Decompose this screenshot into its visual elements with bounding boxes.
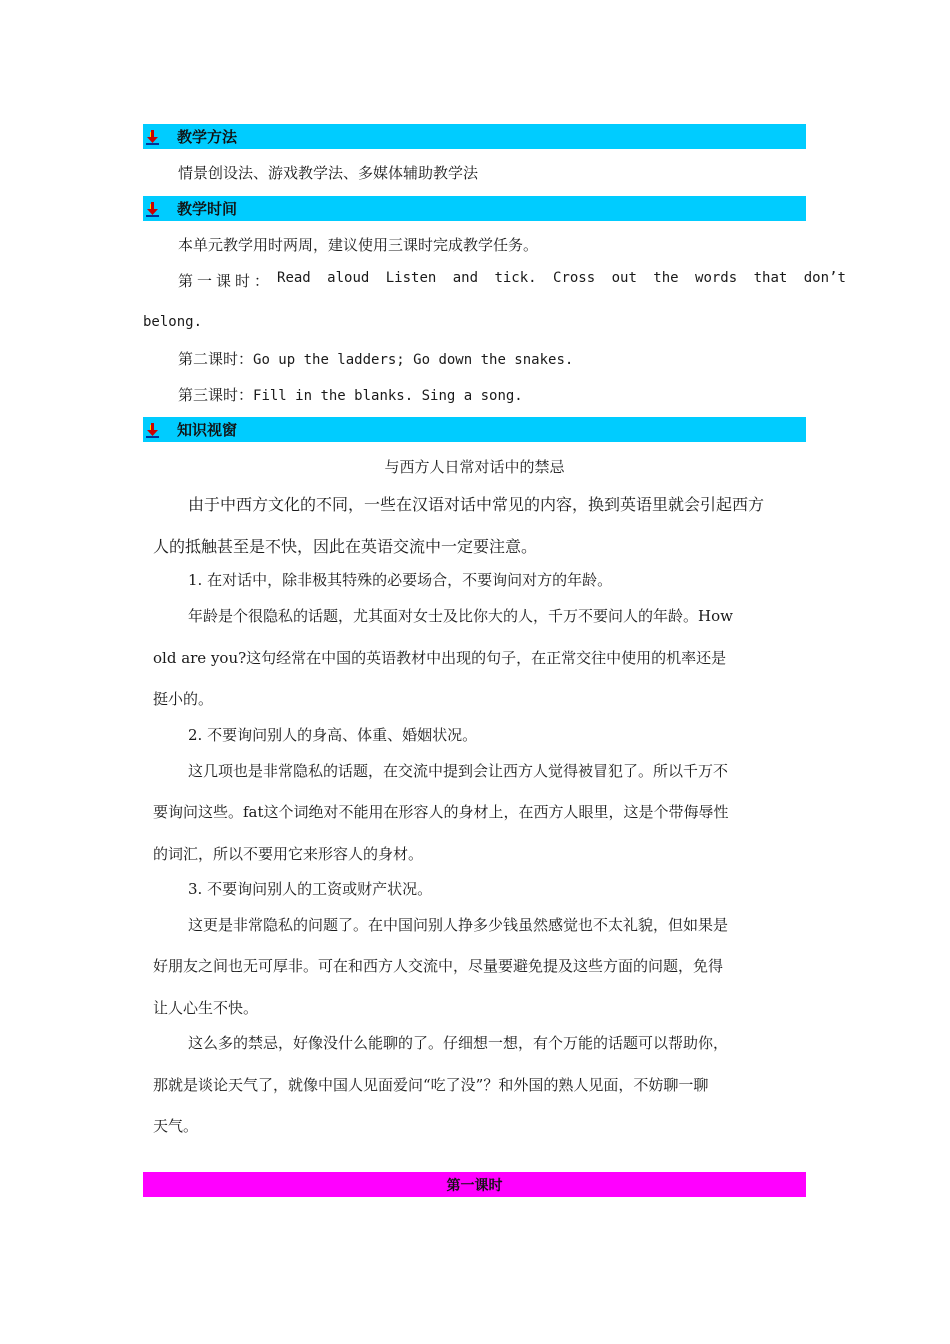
lesson2-text: Go up the ladders; Go down the snakes. xyxy=(253,352,574,368)
list-item-2: 2. 不要询问别人的身高、体重、婚姻状况。 xyxy=(188,726,478,744)
section-title: 教学方法 xyxy=(177,128,238,146)
lesson3-label: 第三课时： xyxy=(178,386,254,404)
lesson2-label: 第二课时： xyxy=(178,350,254,368)
section-header-method xyxy=(143,124,806,149)
lesson3-text: Fill in the blanks. Sing a song. xyxy=(253,388,523,404)
paragraph-line: 这么多的禁忌，好像没什么能聊的了。仔细想一想，有个万能的话题可以帮助你， xyxy=(188,1034,729,1052)
list-item-1: 1. 在对话中，除非极其特殊的必要场合，不要询问对方的年龄。 xyxy=(188,571,613,589)
paragraph-line: 要询问这些。fat这个词绝对不能用在形容人的身材上，在西方人眼里，这是个带侮辱性 xyxy=(153,803,729,821)
section-header-knowledge xyxy=(143,417,806,442)
paragraph-line: old are you?这句经常在中国的英语教材中出现的句子，在正常交往中使用的机率还是 xyxy=(153,649,727,667)
section-header-time xyxy=(143,196,806,221)
lesson1-label: 第一课时： xyxy=(178,272,274,290)
section-title: 知识视窗 xyxy=(177,421,238,439)
paragraph-line: 好朋友之间也无可厚非。可在和西方人交流中，尽量要避免提及这些方面的问题，免得 xyxy=(153,957,724,975)
paragraph-line: 人的抵触甚至是不快，因此在英语交流中一定要注意。 xyxy=(153,537,538,556)
method-text: 情景创设法、游戏教学法、多媒体辅助教学法 xyxy=(178,164,479,182)
download-arrow-icon xyxy=(145,129,161,145)
paragraph-line: 天气。 xyxy=(153,1117,199,1135)
paragraph-line: 那就是谈论天气了，就像中国人见面爱问“吃了没”？和外国的熟人见面，不妨聊一聊 xyxy=(153,1076,709,1094)
lesson1-line xyxy=(178,270,846,291)
paragraph-line: 让人心生不快。 xyxy=(153,999,259,1017)
lesson3-line xyxy=(178,384,523,405)
download-arrow-icon xyxy=(145,201,161,217)
time-intro: 本单元教学用时两周，建议使用三课时完成教学任务。 xyxy=(178,236,539,254)
section-title: 教学时间 xyxy=(177,200,238,218)
list-item-3: 3. 不要询问别人的工资或财产状况。 xyxy=(188,880,433,898)
knowledge-subtitle: 与西方人日常对话中的禁忌 xyxy=(384,458,565,476)
lesson-header-title: 第一课时 xyxy=(446,1177,503,1194)
lesson1-cont: belong. xyxy=(143,314,203,330)
paragraph-line: 的词汇，所以不要用它来形容人的身材。 xyxy=(153,845,424,863)
download-arrow-icon xyxy=(145,422,161,438)
paragraph-line: 挺小的。 xyxy=(153,690,214,708)
lesson2-line xyxy=(178,348,573,369)
lesson1-text: Read aloud Listen and tick. Cross out the words that don’t xyxy=(277,270,846,286)
paragraph-line: 这几项也是非常隐私的话题，在交流中提到会让西方人觉得被冒犯了。所以千万不 xyxy=(188,762,729,780)
paragraph-line: 年龄是个很隐私的话题，尤其面对女士及比你大的人，千万不要问人的年龄。How xyxy=(188,607,733,625)
lesson-header xyxy=(143,1172,806,1197)
paragraph-line: 这更是非常隐私的问题了。在中国问别人挣多少钱虽然感觉也不太礼貌，但如果是 xyxy=(188,916,729,934)
paragraph-line: 由于中西方文化的不同，一些在汉语对话中常见的内容，换到英语里就会引起西方 xyxy=(188,495,765,514)
